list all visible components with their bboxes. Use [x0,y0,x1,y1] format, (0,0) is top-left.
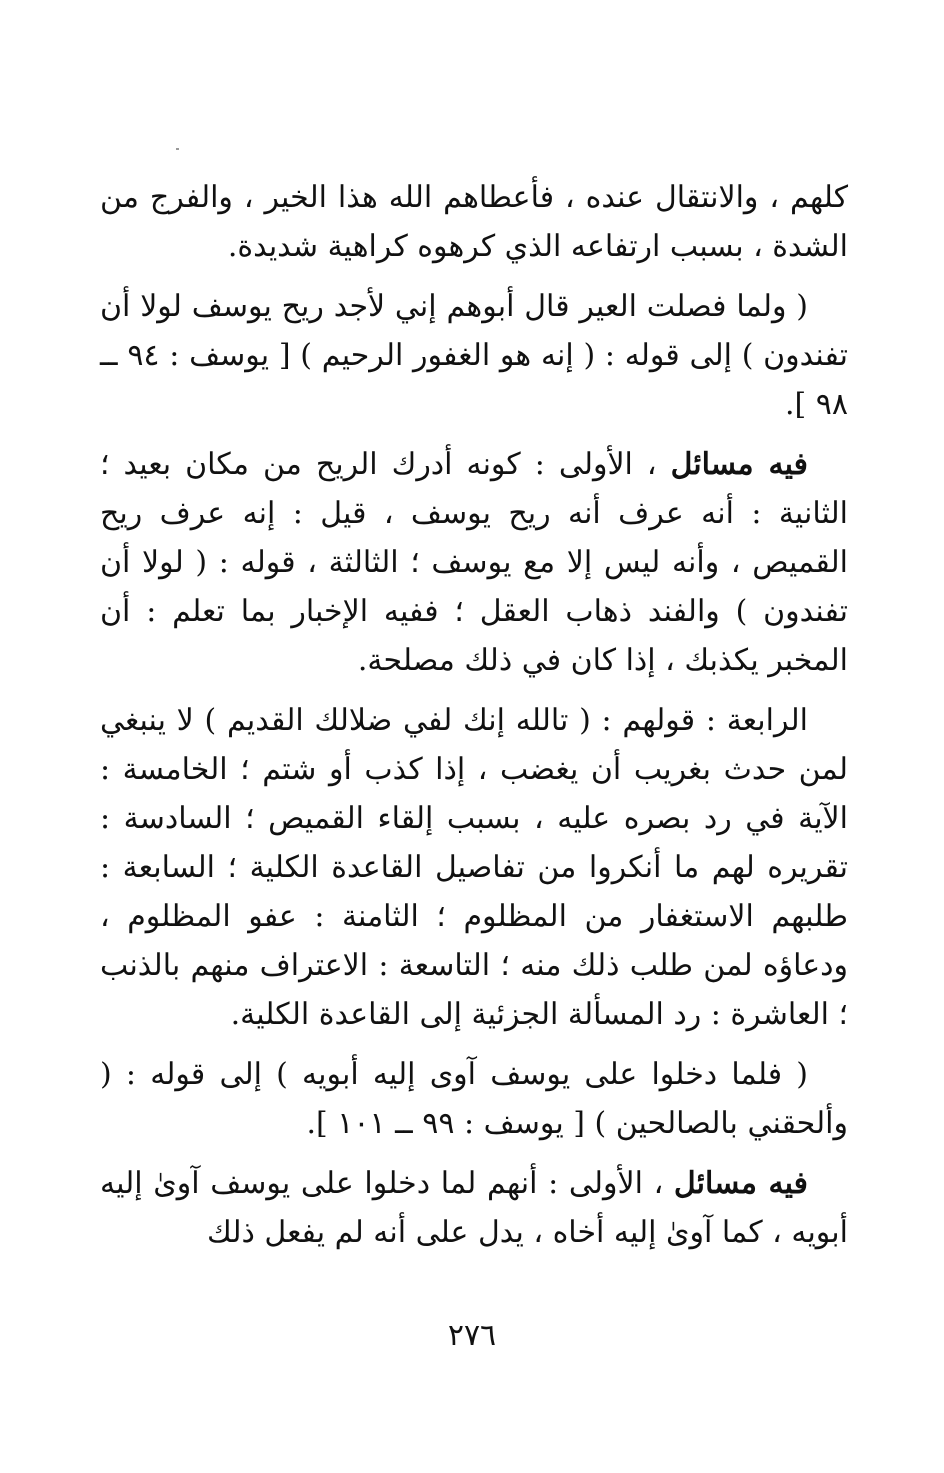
scan-speck [176,148,179,150]
paragraph-1-text: كلهم ، والانتقال عنده ، فأعطاهم الله هذا الخير ، والفرج من الشدة ، بسبب ارتفاعه الذي كرهوه كراهية شديدة. [100,180,848,264]
paragraph-6-text: ، الأولى : أنهم لما دخلوا على يوسف آوىٰ إليه أبويه ، كما آوىٰ إليه أخاه ، يدل على أنه لم يفعل ذلك [100,1166,848,1250]
paragraph-3-lead: فيه مسائل [670,447,809,482]
paragraph-5-quran-verse [100,1050,848,1148]
paragraph-2-text: ( ولما فصلت العير قال أبوهم إني لأجد ريح يوسف لولا أن تفندون ) إلى قوله : ( إنه هو الغفور الرحيم ) [ يوسف : ٩٤ ــ ٩٨ ]. [100,289,848,422]
paragraph-5-text: ( فلما دخلوا على يوسف آوى إليه أبويه ) إلى قوله : ( وألحقني بالصالحين ) [ يوسف : ٩٩ ــ ١٠١ ]. [100,1057,848,1141]
paragraph-4-text: الرابعة : قولهم : ( تالله إنك لفي ضلالك القديم ) لا ينبغي لمن حدث بغريب أن يغضب ، إذا كذب أو شتم ؛ الخامسة : الآية في رد بصره عليه ، بسبب إلقاء القميص ؛ السادسة : تقريره لهم ما أنكروا من تفاصيل القاعدة الكلية ؛ السابعة : طلبهم الاستغفار من المظلوم ؛ الثامنة : عفو المظلوم ، ودعاؤه لمن طلب ذلك منه ؛ التاسعة : الاعتراف منهم بالذنب ؛ العاشرة : رد المسألة الجزئية إلى القاعدة الكلية. [100,703,849,1032]
paragraph-2-quran-verse [100,282,848,429]
body-text [100,173,848,1268]
page-number: ٢٧٦ [447,1318,497,1353]
paragraph-6-lead: فيه مسائل [673,1166,808,1201]
paragraph-6-issues [100,1159,848,1257]
paragraph-1 [100,173,848,271]
paragraph-3-text: ، الأولى : كونه أدرك الريح من مكان بعيد ؛ الثانية : أنه عرف أنه ريح يوسف ، قيل : إنه عرف ريح القميص ، وأنه ليس إلا مع يوسف ؛ الثالثة ، قوله : ( لولا أن تفندون ) والفند ذهاب العقل ؛ ففيه الإخبار بما تعلم : أن المخبر يكذبك ، إذا كان في ذلك مصلحة. [100,447,848,678]
paragraph-3-issues [100,440,848,685]
paragraph-4 [100,696,848,1039]
